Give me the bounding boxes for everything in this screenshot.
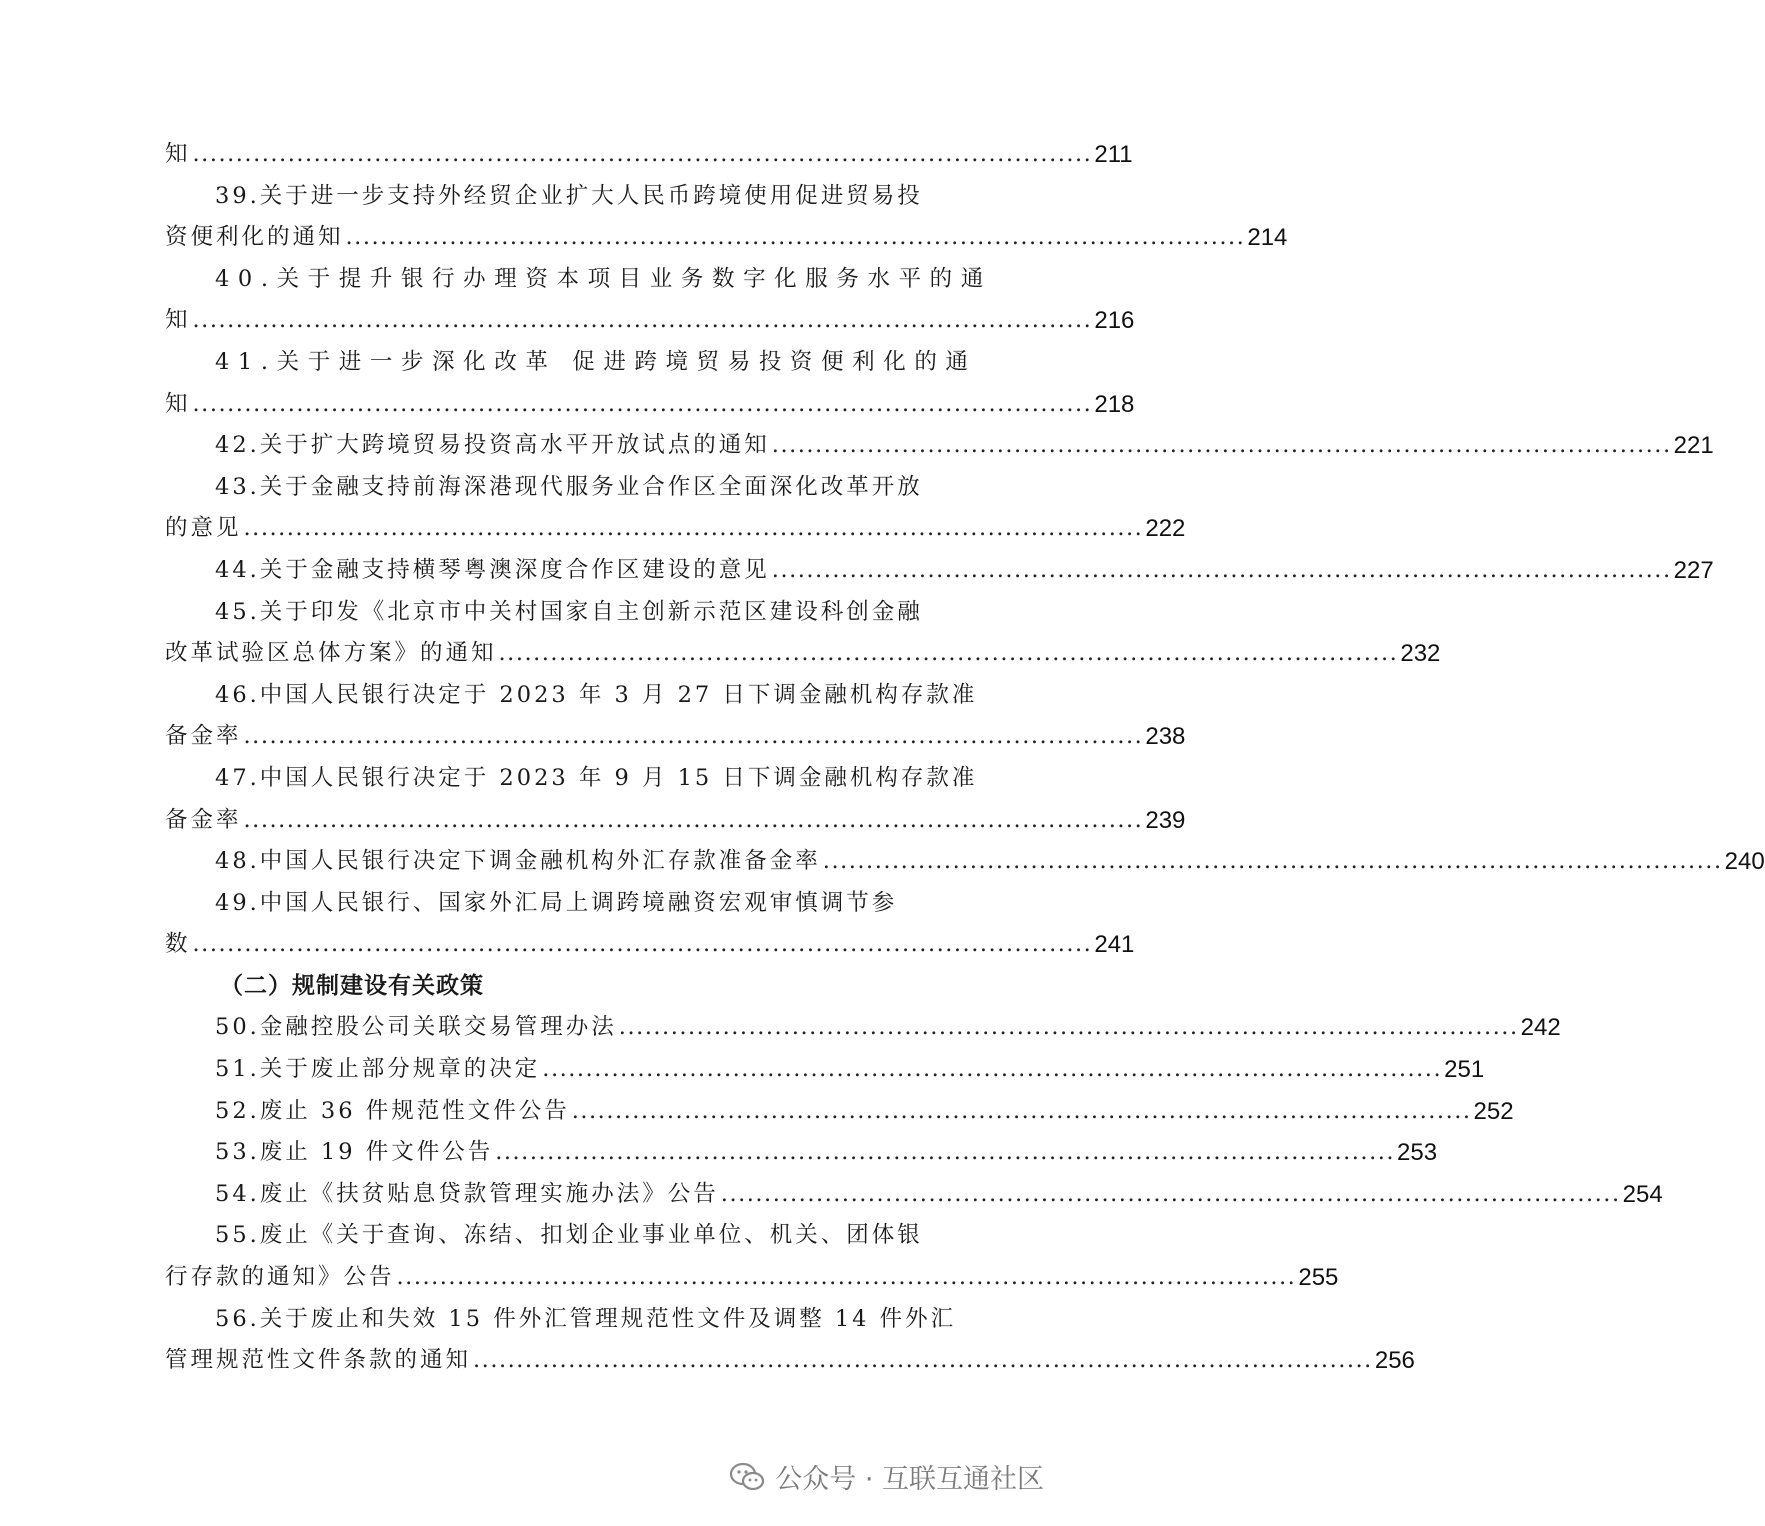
page-number: 214: [1247, 224, 1288, 252]
dot-leader: ........................................................................................................: [822, 848, 1723, 875]
toc-line: [165, 841, 1765, 883]
page-number: 242: [1520, 1014, 1561, 1042]
toc-line: [165, 633, 1441, 675]
page-number: 251: [1444, 1056, 1485, 1084]
page-number: 256: [1374, 1347, 1415, 1375]
dot-leader: ........................................................................................................: [243, 806, 1144, 833]
toc-entry-text: 45.关于印发《北京市中关村国家自主创新示范区建设科创金融: [215, 598, 923, 625]
dot-leader: ........................................................................................................: [771, 556, 1672, 583]
toc-entry-text: 51.关于废止部分规章的决定: [215, 1056, 541, 1083]
toc-line: [165, 1132, 1438, 1174]
toc-entry-text: 44.关于金融支持横琴粤澳深度合作区建设的意见: [215, 556, 770, 583]
toc-line: [165, 592, 923, 634]
toc-entry-text: 53.废止 19 件文件公告: [215, 1139, 494, 1166]
toc-line: [165, 259, 992, 301]
toc-line: [165, 675, 978, 717]
toc-entry-text: 41.关于进一步深化改革 促进跨境贸易投资便利化的通: [215, 348, 977, 375]
toc-entry-text: 56.关于废止和失效 15 件外汇管理规范性文件及调整 14 件外汇: [215, 1305, 957, 1332]
toc-entry-text: 49.中国人民银行、国家外汇局上调跨境融资宏观审慎调节参: [215, 889, 898, 916]
toc-line: [165, 1007, 1561, 1049]
page-number: 221: [1673, 432, 1714, 460]
toc-line: [165, 425, 1714, 467]
toc-line: [165, 342, 977, 384]
page-number: 218: [1094, 390, 1135, 418]
dot-leader: ........................................................................................................: [473, 1347, 1373, 1374]
page-number: 254: [1622, 1180, 1663, 1208]
toc-line: [165, 1215, 923, 1257]
toc-entry-text: 42.关于扩大跨境贸易投资高水平开放试点的通知: [215, 432, 770, 459]
toc-entry-text: 52.废止 36 件规范性文件公告: [215, 1097, 570, 1124]
toc-line: [165, 467, 923, 509]
toc-entry-text: 47.中国人民银行决定于 2023 年 9 月 15 日下调金融机构存款准: [215, 764, 978, 791]
toc-entry-text: 43.关于金融支持前海深港现代服务业合作区全面深化改革开放: [215, 473, 923, 500]
page-number: 211: [1094, 141, 1133, 168]
dot-leader: ........................................................................................................: [192, 390, 1093, 417]
toc-line: [165, 176, 923, 218]
toc-line: [165, 1174, 1663, 1216]
toc-line: [165, 550, 1714, 592]
toc-entry-text: 54.废止《扶贫贴息贷款管理实施办法》公告: [215, 1180, 719, 1207]
toc-line: [165, 217, 1288, 259]
toc-line: [165, 134, 1133, 176]
dot-leader: ........................................................................................................: [345, 224, 1246, 251]
page-number: 238: [1145, 723, 1186, 751]
toc-entry-text: 资便利化的通知: [165, 224, 344, 251]
page-number: 240: [1724, 848, 1765, 876]
page-number: 222: [1145, 515, 1186, 543]
page-number: 232: [1400, 640, 1441, 668]
toc-entry-text: 知: [165, 141, 191, 167]
toc-line: [165, 758, 978, 800]
wechat-icon: [729, 1461, 765, 1493]
toc-entry-text: 知: [165, 307, 191, 334]
toc-entry-text: 40.关于提升银行办理资本项目业务数字化服务水平的通: [215, 265, 992, 292]
dot-leader: ........................................................................................................: [192, 931, 1093, 958]
toc-entry-text: 46.中国人民银行决定于 2023 年 3 月 27 日下调金融机构存款准: [215, 681, 978, 708]
dot-leader: ........................................................................................................: [243, 723, 1144, 750]
toc-line: [165, 300, 1135, 342]
dot-leader: ........................................................................................................: [495, 1139, 1396, 1166]
toc-line: [165, 1257, 1339, 1299]
page-number: 253: [1397, 1139, 1438, 1167]
dot-leader: ........................................................................................................: [618, 1014, 1519, 1041]
toc-entry-text: 的意见: [165, 515, 242, 542]
toc-line: [165, 508, 1186, 550]
toc-entry-text: 数: [165, 931, 191, 958]
page-number: 227: [1673, 556, 1714, 584]
dot-leader: ........................................................................................................: [542, 1056, 1443, 1083]
dot-leader: ........................................................................................................: [243, 515, 1144, 542]
dot-leader: ........................................................................................................: [571, 1097, 1472, 1124]
toc-entry-text: 48.中国人民银行决定下调金融机构外汇存款准备金率: [215, 848, 821, 875]
toc-entry-text: 39.关于进一步支持外经贸企业扩大人民币跨境使用促进贸易投: [215, 182, 923, 209]
toc-line: [165, 1299, 957, 1341]
dot-leader: ........................................................................................................: [771, 432, 1672, 459]
page-number: 239: [1145, 806, 1186, 834]
page-number: 216: [1094, 307, 1135, 335]
toc-entry-text: 改革试验区总体方案》的通知: [165, 640, 497, 667]
toc-line: [165, 1091, 1514, 1133]
section-heading: （二）规制建设有关政策: [220, 972, 484, 999]
dot-leader: ........................................................................................................: [192, 141, 1093, 167]
dot-leader: ........................................................................................................: [192, 307, 1093, 334]
watermark-text: 公众号 · 互联互通社区: [775, 1464, 1044, 1495]
toc-entry-text: 管理规范性文件条款的通知: [165, 1347, 472, 1374]
dot-leader: ........................................................................................................: [396, 1264, 1297, 1291]
watermark: [729, 1457, 1044, 1496]
page-number: 255: [1298, 1264, 1339, 1292]
toc-line: [165, 1340, 1415, 1382]
toc-line: [165, 384, 1135, 426]
page-number: 252: [1473, 1097, 1514, 1125]
toc-line: [165, 1049, 1485, 1091]
page-number: 241: [1094, 931, 1135, 959]
toc-line: [165, 800, 1186, 842]
dot-leader: ........................................................................................................: [498, 640, 1399, 667]
toc-entry-text: 知: [165, 390, 191, 417]
toc-entry-text: 55.废止《关于查询、冻结、扣划企业事业单位、机关、团体银: [215, 1222, 923, 1249]
dot-leader: ........................................................................................................: [720, 1180, 1621, 1207]
toc-line: [165, 716, 1186, 758]
toc-entry-text: 行存款的通知》公告: [165, 1264, 395, 1291]
toc-entry-text: 50.金融控股公司关联交易管理办法: [215, 1014, 617, 1041]
table-of-contents: [165, 134, 1765, 1382]
toc-entry-text: 备金率: [165, 806, 242, 833]
toc-line: [165, 883, 915, 925]
toc-entry-text: 备金率: [165, 723, 242, 750]
toc-line: [165, 924, 1135, 966]
